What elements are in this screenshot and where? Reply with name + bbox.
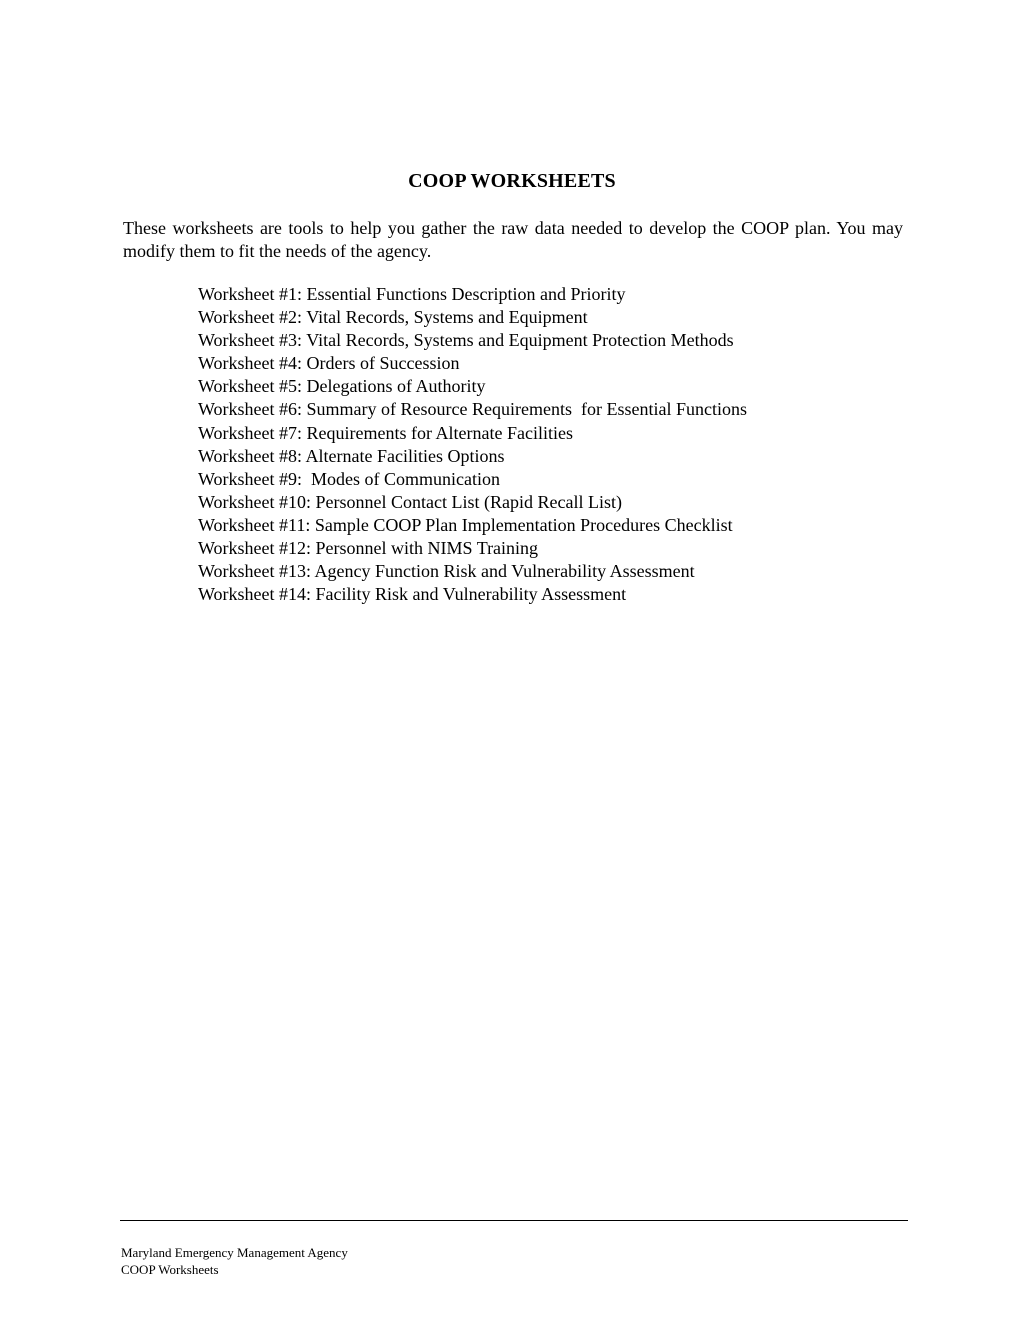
worksheet-item: Worksheet #11: Sample COOP Plan Implementation Procedures Checklist <box>198 514 733 535</box>
worksheet-item: Worksheet #2: Vital Records, Systems and Equipment <box>198 307 588 328</box>
footer-divider <box>120 1220 908 1221</box>
worksheet-item: Worksheet #3: Vital Records, Systems and Equipment Protection Methods <box>198 330 734 351</box>
worksheet-item: Worksheet #13: Agency Function Risk and Vulnerability Assessment <box>198 561 695 582</box>
intro-paragraph: These worksheets are tools to help you gather the raw data needed to develop the COOP plan. You may modify them to fit the needs of the agency. <box>123 218 903 261</box>
worksheet-item: Worksheet #10: Personnel Contact List (Rapid Recall List) <box>198 491 622 512</box>
worksheet-item: Worksheet #9: Modes of Communication <box>198 468 501 489</box>
worksheet-item: Worksheet #14: Facility Risk and Vulnerability Assessment <box>198 584 627 605</box>
worksheet-item: Worksheet #1: Essential Functions Description and Priority <box>198 284 626 304</box>
worksheet-item: Worksheet #6: Summary of Resource Requirements for Essential Functions <box>198 399 747 420</box>
worksheet-item: Worksheet #4: Orders of Succession <box>198 353 460 374</box>
page-title: COOP WORKSHEETS <box>408 170 616 192</box>
footer-agency-name: Maryland Emergency Management Agency <box>121 1245 348 1260</box>
worksheet-item: Worksheet #7: Requirements for Alternate Facilities <box>198 422 573 443</box>
footer-document-name: COOP Worksheets <box>121 1262 219 1277</box>
page-footer <box>121 1244 348 1278</box>
worksheet-item: Worksheet #8: Alternate Facilities Options <box>198 445 505 466</box>
worksheet-item: Worksheet #12: Personnel with NIMS Training <box>198 538 539 559</box>
worksheet-item: Worksheet #5: Delegations of Authority <box>198 376 486 397</box>
worksheet-list <box>198 283 747 606</box>
